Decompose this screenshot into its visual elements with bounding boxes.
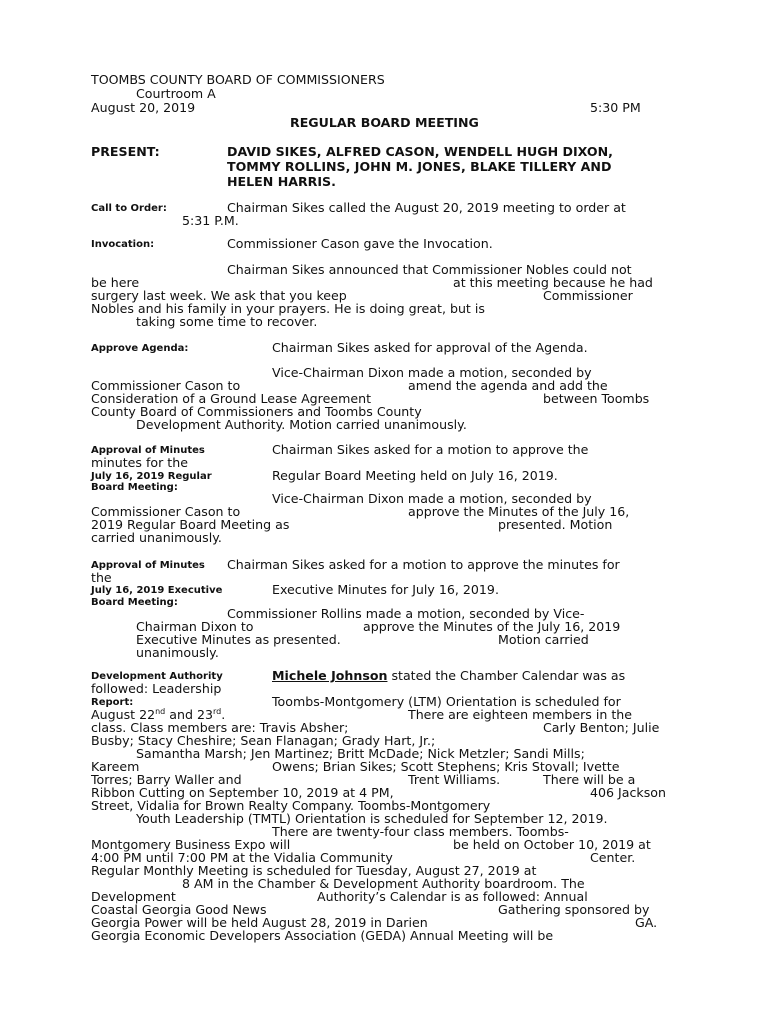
body-line: Executive Minutes as presented. xyxy=(136,632,341,647)
body-line: Torres; Barry Waller and xyxy=(91,772,242,787)
body-line: Samantha Marsh; Jen Martinez; Britt McDade; Nick Metzler; Sandi Mills; xyxy=(136,746,585,761)
body-line: Commissioner Cason gave the Invocation. xyxy=(227,236,493,251)
meeting-title: REGULAR BOARD MEETING xyxy=(290,115,479,130)
section-label: Call to Order: xyxy=(91,203,167,214)
body-line: class. Class members are: Travis Absher; xyxy=(91,720,349,735)
body-line: between Toombs xyxy=(543,391,650,406)
body-line: Regular Monthly Meeting is scheduled for Tuesday, August 27, 2019 at xyxy=(91,863,537,878)
section-label: July 16, 2019 Executive xyxy=(91,585,223,596)
body-line: Executive Minutes for July 16, 2019. xyxy=(272,582,499,597)
body-line: Georgia Economic Developers Association (GEDA) Annual Meeting will be xyxy=(91,928,554,943)
body-line: Owens; Brian Sikes; Scott Stephens; Kris Stovall; Ivette xyxy=(272,759,620,774)
body-line: 2019 Regular Board Meeting as xyxy=(91,517,290,532)
present-line: HELEN HARRIS. xyxy=(227,174,336,189)
body-line: be here xyxy=(91,275,140,290)
body-line: carried unanimously. xyxy=(91,530,222,545)
ordinal-suffix: nd xyxy=(155,706,166,716)
body-line: Vice-Chairman Dixon made a motion, seconded by xyxy=(272,491,592,506)
body-line: minutes for the xyxy=(91,455,188,470)
body-line: County Board of Commissioners and Toombs County xyxy=(91,404,422,419)
body-line: Consideration of a Ground Lease Agreement xyxy=(91,391,372,406)
section-label: Report: xyxy=(91,697,134,708)
section-label: July 16, 2019 Regular xyxy=(91,471,212,482)
body-line: Chairman Sikes announced that Commissioner Nobles could not xyxy=(227,262,632,277)
body-line: Trent Williams. xyxy=(408,772,501,787)
body-line: surgery last week. We ask that you keep xyxy=(91,288,347,303)
body-line: be held on October 10, 2019 at xyxy=(453,837,651,852)
present-line: TOMMY ROLLINS, JOHN M. JONES, BLAKE TILLERY AND xyxy=(227,159,612,174)
body-line: Carly Benton; Julie xyxy=(543,720,660,735)
body-line: Commissioner xyxy=(543,288,633,303)
courtroom: Courtroom A xyxy=(136,86,216,101)
body-line: taking some time to recover. xyxy=(136,314,318,329)
body-line: Gathering sponsored by xyxy=(498,902,650,917)
body-line: unanimously. xyxy=(136,645,219,660)
section-label: Development Authority xyxy=(91,671,223,682)
org-name: TOOMBS COUNTY BOARD OF COMMISSIONERS xyxy=(91,72,385,87)
body-line: Ribbon Cutting on September 10, 2019 at 4 PM, xyxy=(91,785,394,800)
body-text: stated the Chamber Calendar was as xyxy=(387,668,626,683)
body-line: 5:31 P.M. xyxy=(182,213,239,228)
body-line: Vice-Chairman Dixon made a motion, seconded by xyxy=(272,365,592,380)
body-line: 8 AM in the Chamber & Development Authority boardroom. The xyxy=(182,876,585,891)
body-text: . xyxy=(221,707,226,722)
meeting-time: 5:30 PM xyxy=(590,100,641,115)
body-line: Chairman Dixon to xyxy=(136,619,254,634)
body-text: August 22 xyxy=(91,707,156,722)
body-line: Busby; Stacy Cheshire; Sean Flanagan; Grady Hart, Jr.; xyxy=(91,733,436,748)
body-line: Toombs-Montgomery (LTM) Orientation is scheduled for xyxy=(272,694,621,709)
body-line: There will be a xyxy=(543,772,636,787)
meeting-date: August 20, 2019 xyxy=(91,100,196,115)
body-line: at this meeting because he had xyxy=(453,275,653,290)
section-label: Approval of Minutes xyxy=(91,560,205,571)
section-label: Board Meeting: xyxy=(91,597,178,608)
body-line: Georgia Power will be held August 28, 2019 in Darien xyxy=(91,915,428,930)
body-line: Commissioner Cason to xyxy=(91,504,241,519)
body-line: There are eighteen members in the xyxy=(408,707,633,722)
body-line: GA. xyxy=(635,915,658,930)
body-line: approve the Minutes of the July 16, 2019 xyxy=(363,619,621,634)
body-line: Nobles and his family in your prayers. He is doing great, but is xyxy=(91,301,485,316)
body-line: followed: Leadership xyxy=(91,681,222,696)
body-line: presented. Motion xyxy=(498,517,613,532)
body-line: Montgomery Business Expo will xyxy=(91,837,291,852)
present-label: PRESENT: xyxy=(91,144,160,159)
body-line: 406 Jackson xyxy=(590,785,666,800)
body-line xyxy=(272,669,625,683)
body-line: Development Authority. Motion carried unanimously. xyxy=(136,417,467,432)
section-label: Approval of Minutes xyxy=(91,445,205,456)
body-line: 4:00 PM until 7:00 PM at the Vidalia Community xyxy=(91,850,393,865)
present-line: DAVID SIKES, ALFRED CASON, WENDELL HUGH DIXON, xyxy=(227,144,613,159)
body-line: Center. xyxy=(590,850,636,865)
body-line: Development xyxy=(91,889,176,904)
body-line: Authority’s Calendar is as followed: Annual xyxy=(317,889,588,904)
body-line: Motion carried xyxy=(498,632,589,647)
body-line: Commissioner Cason to xyxy=(91,378,241,393)
body-line: approve the Minutes of the July 16, xyxy=(408,504,630,519)
body-line: Chairman Sikes asked for a motion to approve the xyxy=(272,442,589,457)
body-line: the xyxy=(91,570,112,585)
body-line: amend the agenda and add the xyxy=(408,378,608,393)
body-line: Chairman Sikes called the August 20, 2019 meeting to order at xyxy=(227,200,626,215)
speaker-name: Michele Johnson xyxy=(272,668,388,683)
section-label: Invocation: xyxy=(91,239,155,250)
body-line: Street, Vidalia for Brown Realty Company. Toombs-Montgomery xyxy=(91,798,491,813)
body-line: There are twenty-four class members. Toombs- xyxy=(272,824,569,839)
section-label: Board Meeting: xyxy=(91,482,178,493)
body-line: Kareem xyxy=(91,759,140,774)
body-line: Regular Board Meeting held on July 16, 2019. xyxy=(272,468,558,483)
body-line: Youth Leadership (TMTL) Orientation is scheduled for September 12, 2019. xyxy=(136,811,608,826)
body-text: and 23 xyxy=(165,707,213,722)
body-line: Chairman Sikes asked for approval of the Agenda. xyxy=(272,340,588,355)
body-line: Commissioner Rollins made a motion, seconded by Vice- xyxy=(227,606,585,621)
section-label: Approve Agenda: xyxy=(91,343,189,354)
ordinal-suffix: rd xyxy=(213,706,222,716)
body-line: Coastal Georgia Good News xyxy=(91,902,267,917)
body-line: Chairman Sikes asked for a motion to approve the minutes for xyxy=(227,557,620,572)
